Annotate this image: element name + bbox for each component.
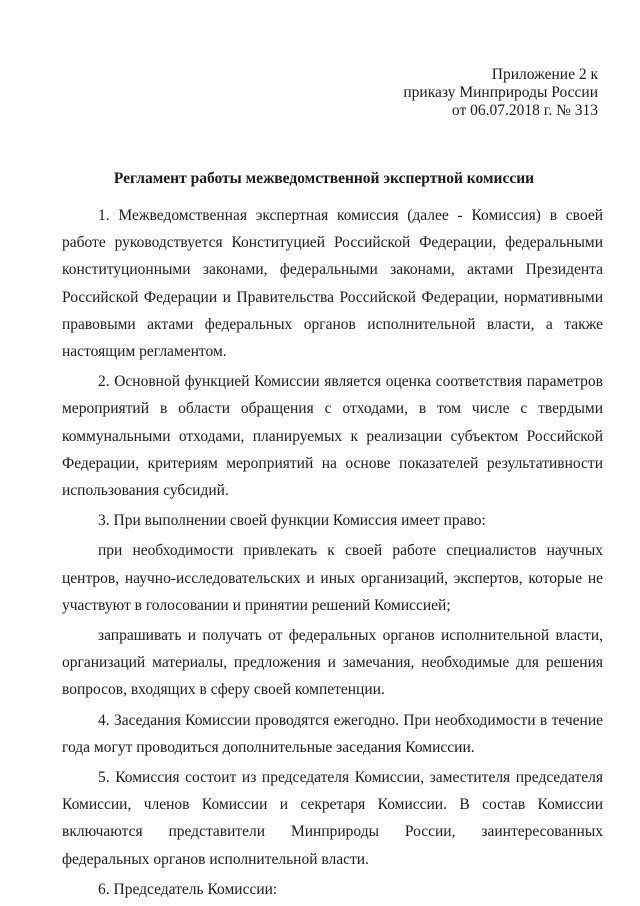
paragraph-3: 3. При выполнении своей функции Комиссия имеет право: [98,512,486,530]
document-title: Регламент работы межведомственной экспертной комиссии [113,170,535,187]
paragraph-3-item-2: запрашивать и получать от федеральных органов исполнительной власти, организаций материалы, предложения и замечания, необходимые для решения вопросов, входящих в сферу своей компетенции. [62,627,603,699]
paragraph-4: 4. Заседания Комиссии проводятся ежегодно. При необходимости в течение года могут проводиться дополнительные заседания Комиссии. [62,711,603,756]
attachment-line-2: приказу Минприроды России [403,84,598,101]
attachment-line-1: Приложение 2 к [491,66,598,83]
attachment-line-3: от 06.07.2018 г. № 313 [451,102,598,119]
paragraph-3-item-1: при необходимости привлекать к своей работе специалистов научных центров, научно-исследовательских и иных организаций, экспертов, которые не участвуют в голосовании и принятии решений Комиссией; [62,542,603,614]
paragraph-1: 1. Межведомственная экспертная комиссия (далее - Комиссия) в своей работе руководствуется Конституцией Российской Федерации, федеральными конституционными законами, федеральными законами, актами Президента Российской Федерации и Правительства Российской Федерации, нормативными правовыми актами федеральных органов исполнительной власти, а также настоящим регламентом. [62,207,603,361]
document-body [62,202,603,906]
paragraph-2: 2. Основной функцией Комиссии является оценка соответствия параметров мероприятий в области обращения с отходами, в том числе с твердыми коммунальными отходами, планируемых к реализации субъектом Российской Федерации, критериям мероприятий на основе показателей результативности использования субсидий. [62,373,603,500]
attachment-block [403,66,598,120]
paragraph-5: 5. Комиссия состоит из председателя Комиссии, заместителя председателя Комиссии, членов Комиссии и секретаря Комиссии. В состав Комиссии включаются представители Минприроды России, заинтересованных федеральных органов исполнительной власти. [62,769,603,868]
paragraph-6: 6. Председатель Комиссии: [98,880,278,898]
